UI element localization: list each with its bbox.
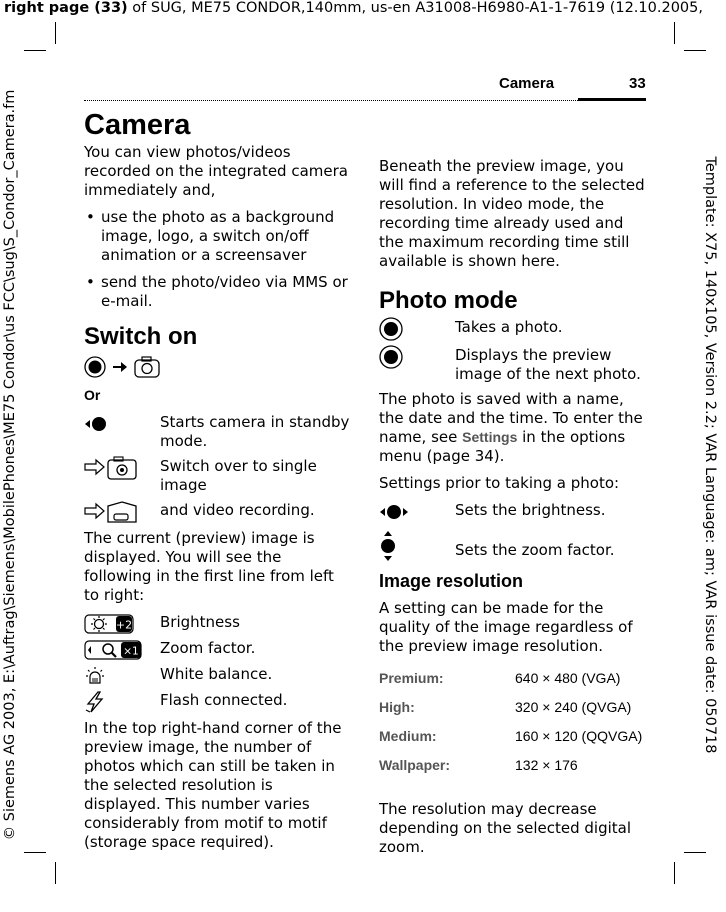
table-row: Premium: 640 × 480 (VGA) — [379, 664, 642, 693]
remaining-photos-paragraph: In the top right-hand corner of the preview image, the number of photos which can still be taken in the selected resolution is displayed. This number varies considerably from motif to motif (storage space required). — [84, 719, 342, 851]
settings-row-text: Sets the brightness. — [455, 501, 606, 519]
video-camera-icon — [84, 500, 140, 524]
table-row: High: 320 × 240 (QVGA) — [379, 693, 642, 722]
left-right-key-icon — [379, 503, 409, 521]
indicator-text: Flash connected. — [160, 691, 288, 709]
resolution-name: Medium — [379, 728, 432, 744]
resolution-value: 132 × 176 — [515, 757, 578, 773]
switch-on-heading: Switch on — [84, 323, 198, 350]
brightness-badge: +2 — [115, 618, 133, 632]
indicator-text: White balance. — [160, 665, 273, 683]
preview-reference-paragraph: Beneath the preview image, you will find a reference to the selected resolution. In video mode, the recording time already used and the maximum recording time still available is shown here. — [379, 157, 645, 270]
resolution-name: Premium — [379, 670, 439, 686]
photo-row — [379, 318, 646, 340]
bullet-item: • use the photo as a background image, logo, a switch on/off animation or a screensaver — [84, 208, 352, 265]
left-key-icon — [84, 415, 108, 433]
resolution-paragraph: A setting can be made for the quality of the image regardless of the preview image resolution. — [379, 599, 633, 655]
switch-row-text: Starts camera in standby mode. — [160, 413, 350, 450]
center-key-icon — [84, 356, 106, 378]
photo-row-text: Takes a photo. — [455, 318, 563, 336]
settings-row — [379, 535, 646, 560]
or-label: Or — [84, 387, 101, 403]
camera-icon — [84, 456, 140, 480]
table-row: Wallpaper: 132 × 176 — [379, 751, 642, 780]
photo-row-text: Displays the preview image of the next photo. — [455, 346, 641, 383]
intro-paragraph: You can view photos/videos recorded on the integrated camera immediately and, — [84, 143, 348, 199]
resolution-name: High — [379, 699, 411, 715]
white-balance-icon — [84, 666, 106, 686]
resolution-value: 640 × 480 (VGA) — [515, 670, 621, 686]
indicator-text: Zoom factor. — [160, 639, 256, 657]
zoom-icon — [84, 640, 142, 660]
running-header-title: Camera — [499, 75, 555, 92]
resolution-name: Wallpaper — [379, 757, 446, 773]
photo-saved-paragraph — [379, 390, 646, 466]
resolution-table — [379, 664, 642, 780]
switch-row — [84, 457, 352, 495]
switch-row — [84, 501, 352, 523]
header-bar — [578, 98, 646, 101]
print-metadata-line — [4, 0, 703, 16]
page-title: Camera — [84, 109, 191, 141]
preview-paragraph: The current (preview) image is displayed. You will see the following in the first line from left to right: — [84, 529, 334, 604]
settings-row — [379, 501, 646, 523]
template-sidebar: Template: X75, 140x105, Version 2.2; VAR Language: am; VAR issue date: 050718 — [702, 156, 718, 754]
header-rule — [84, 100, 646, 102]
print-metadata-rest: of SUG, ME75 CONDOR,140mm, us-en A31008-H6980-A1-1-7619 (12.10.2005, — [127, 0, 703, 16]
saved-text-before: The photo is saved with a name, the date and the time. To enter the name, see — [379, 390, 643, 446]
flash-icon — [84, 691, 106, 713]
switch-row-text: and video recording. — [160, 501, 315, 519]
resolution-value: 160 × 120 (QQVGA) — [515, 728, 643, 744]
arrow-right-icon — [112, 360, 128, 374]
bullet-item: • send the photo/video via MMS or e-mail. — [84, 273, 352, 311]
page-number: 33 — [629, 75, 646, 92]
image-resolution-heading: Image resolution — [379, 571, 524, 591]
switch-row-text: Switch over to single image — [160, 457, 317, 494]
saved-text-after: in the options menu (page 34). — [379, 428, 626, 465]
table-row: Medium: 160 × 120 (QQVGA) — [379, 722, 642, 751]
copyright-path-sidebar: © Siemens AG 2003, E:\Auftrag\Siemens\MobilePhones\ME75 Condor\us FCC\sug\S_Condor_Camera.fm — [2, 89, 18, 841]
settings-reference: Settings — [462, 429, 518, 445]
print-metadata-bold: right page (33) — [4, 0, 128, 16]
camera-icon — [134, 356, 160, 378]
right-column — [379, 157, 646, 865]
up-down-key-icon — [379, 530, 397, 562]
indicator-row — [84, 665, 352, 687]
resolution-value: 320 × 240 (QVGA) — [515, 699, 632, 715]
brightness-icon — [84, 614, 134, 634]
center-key-icon — [379, 345, 403, 369]
zoom-badge: ×1 — [123, 645, 139, 658]
indicator-row — [84, 613, 352, 635]
center-key-icon — [379, 317, 403, 341]
photo-mode-heading: Photo mode — [379, 287, 518, 314]
photo-row — [379, 346, 646, 384]
switch-on-key-sequence — [84, 354, 352, 380]
settings-prior-paragraph: Settings prior to taking a photo: — [379, 474, 620, 492]
switch-row — [84, 413, 352, 451]
left-column — [84, 109, 352, 860]
indicator-row — [84, 691, 352, 713]
indicator-text: Brightness — [160, 613, 240, 631]
indicator-row — [84, 639, 352, 661]
resolution-note-paragraph: The resolution may decrease depending on the selected digital zoom. — [379, 800, 632, 856]
settings-row-text: Sets the zoom factor. — [455, 541, 615, 559]
